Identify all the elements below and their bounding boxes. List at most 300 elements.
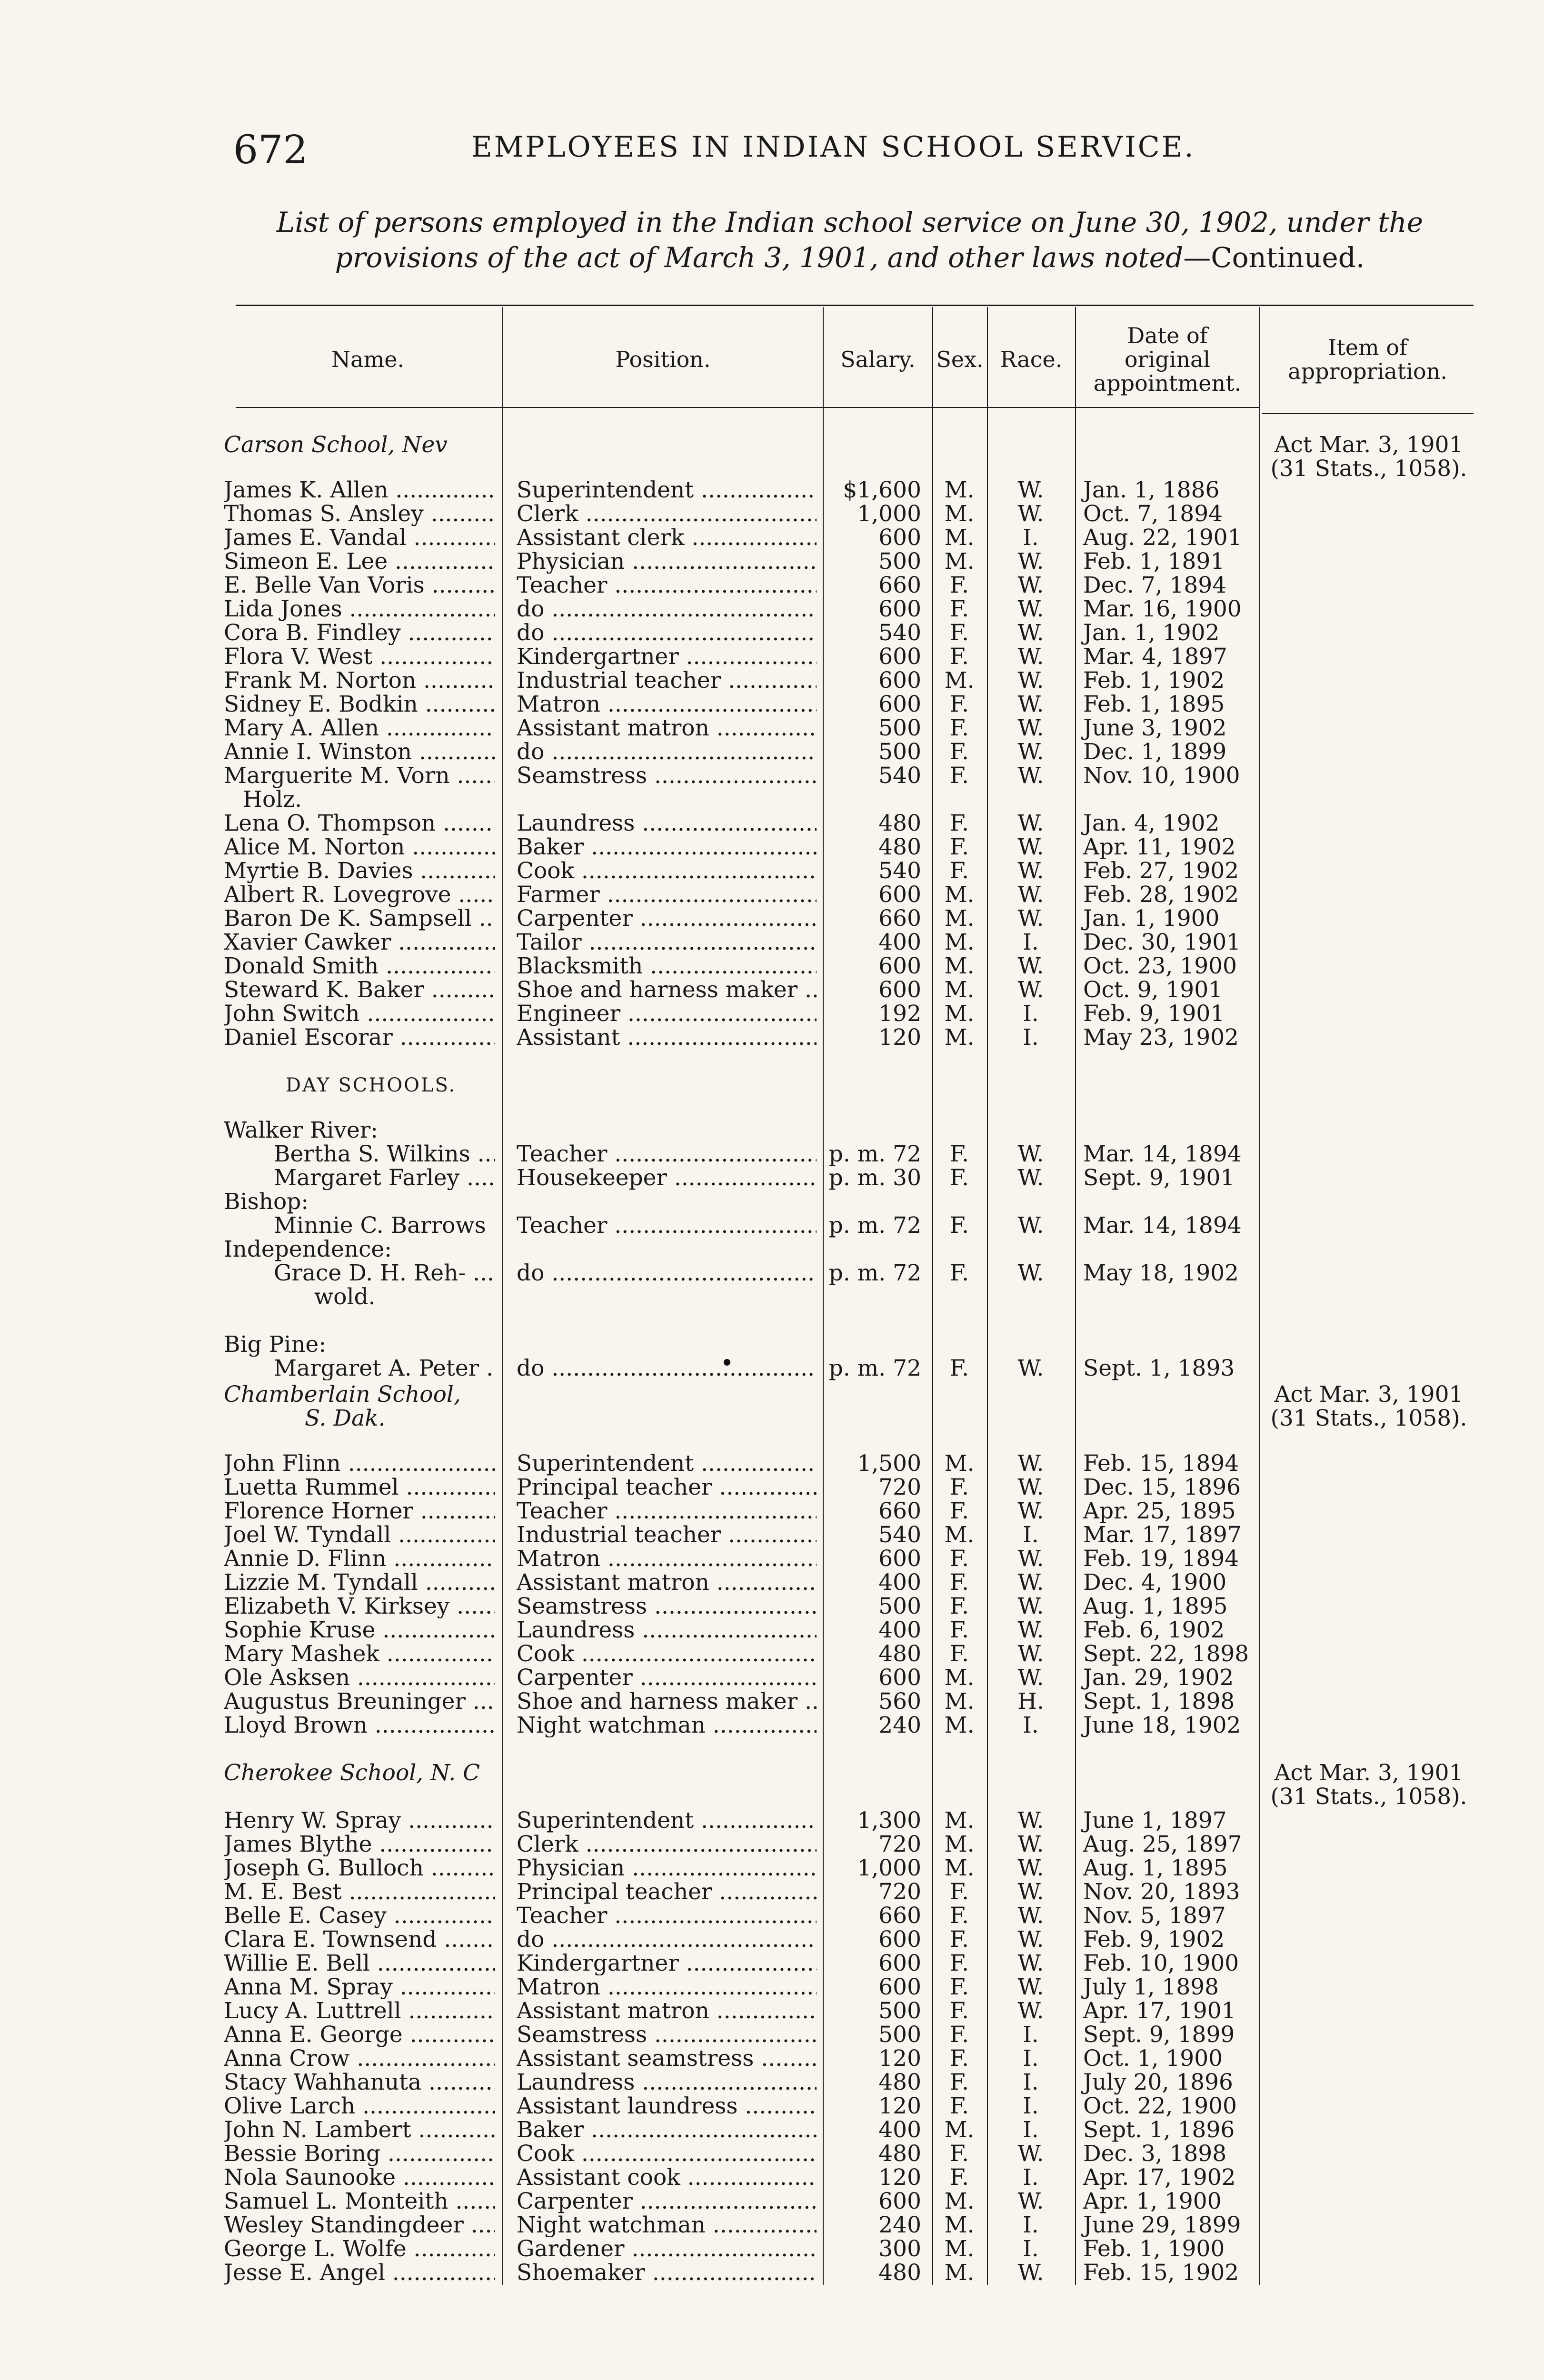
- employee-sex: F.: [949, 1141, 969, 1167]
- employee-salary: 1,500: [857, 1450, 921, 1477]
- employee-salary: 600: [878, 977, 921, 1003]
- col-header-name: Name.: [331, 347, 405, 372]
- employee-sex: M.: [944, 905, 975, 932]
- employee-position: Shoe and harness maker .....: [517, 1690, 817, 1714]
- table-row: [0, 2237, 1544, 2261]
- appointment-date: Feb. 1, 1891: [1083, 548, 1225, 575]
- employee-name: Ole Asksen .....: [224, 1666, 495, 1690]
- employee-sex: F.: [949, 1617, 969, 1643]
- appointment-date: Apr. 17, 1902: [1083, 2164, 1236, 2191]
- table-row: [0, 1595, 1544, 1618]
- employee-race: W.: [1017, 501, 1044, 527]
- table-row: [0, 1928, 1544, 1952]
- employee-salary: 600: [878, 644, 921, 670]
- employee-race: W.: [1017, 1212, 1044, 1239]
- employee-name: Albert R. Lovegrove .....: [224, 883, 495, 907]
- col-header-sex: Sex.: [936, 347, 984, 372]
- employee-salary: 480: [878, 810, 921, 836]
- employee-sex: M.: [944, 882, 975, 908]
- employee-sex: F.: [949, 644, 969, 670]
- employee-salary: 600: [878, 1950, 921, 1976]
- employee-race: W.: [1017, 477, 1044, 503]
- col-header-position: Position.: [615, 347, 711, 372]
- employee-race: W.: [1017, 905, 1044, 932]
- table-row: [0, 1214, 1544, 1238]
- employee-name: George L. Wolfe .....: [224, 2237, 495, 2261]
- employee-sex: M.: [944, 1688, 975, 1715]
- employee-position: do .....: [517, 1357, 817, 1380]
- employee-salary: 600: [878, 691, 921, 717]
- appointment-date: Apr. 17, 1901: [1083, 1998, 1236, 2024]
- employee-sex: M.: [944, 953, 975, 979]
- appointment-date: June 29, 1899: [1083, 2212, 1241, 2238]
- employee-name: Lizzie M. Tyndall .....: [224, 1571, 495, 1595]
- appointment-date: Mar. 14, 1894: [1083, 1212, 1242, 1239]
- day-schools-heading: [0, 1073, 1544, 1097]
- appointment-date: Dec. 30, 1901: [1083, 929, 1241, 955]
- section-title: S. Dak.: [305, 1407, 386, 1430]
- employee-name: John N. Lambert .....: [224, 2118, 495, 2142]
- employee-name: Holz.: [243, 788, 302, 812]
- day-school-location: [0, 1190, 1544, 1214]
- employee-name: Marguerite M. Vorn .....: [224, 764, 495, 788]
- appointment-date: May 23, 1902: [1083, 1024, 1239, 1051]
- employee-name: Anna M. Spray .....: [224, 1975, 495, 1999]
- employee-race: W.: [1017, 1665, 1044, 1691]
- appointment-date: Oct. 22, 1900: [1083, 2093, 1237, 2119]
- employee-salary: 720: [878, 1879, 921, 1905]
- employee-race: H.: [1017, 1688, 1044, 1715]
- employee-race: I.: [1023, 2236, 1039, 2262]
- employee-salary: 240: [878, 1712, 921, 1738]
- table-row: [0, 1285, 1544, 1309]
- employee-position: Industrial teacher .....: [517, 669, 817, 693]
- employee-name: Belle E. Casey .....: [224, 1904, 495, 1928]
- employee-salary: 540: [878, 1522, 921, 1548]
- employee-name: Samuel L. Monteith .....: [224, 2190, 495, 2213]
- employee-race: I.: [1023, 2045, 1039, 2072]
- employee-race: W.: [1017, 1498, 1044, 1524]
- table-row: [0, 574, 1544, 597]
- employee-position: Baker .....: [517, 2118, 817, 2142]
- employee-position: Housekeeper .....: [517, 1166, 817, 1190]
- employee-position: Baker .....: [517, 835, 817, 859]
- employee-name: Margaret Farley .....: [274, 1166, 495, 1190]
- employee-race: W.: [1017, 1641, 1044, 1667]
- employee-position: Laundress .....: [517, 2071, 817, 2094]
- employee-salary: 600: [878, 667, 921, 694]
- employee-race: W.: [1017, 1593, 1044, 1619]
- employee-position: Kindergartner .....: [517, 645, 817, 669]
- employee-name: Anna Crow .....: [224, 2047, 495, 2071]
- appointment-date: Sept. 1, 1898: [1083, 1688, 1235, 1715]
- section-title: Carson School, Nev: [224, 433, 448, 457]
- employee-name: Simeon E. Lee .....: [224, 550, 495, 574]
- employee-salary: 540: [878, 620, 921, 646]
- day-school-location: [0, 1119, 1544, 1142]
- employee-salary: 480: [878, 2141, 921, 2167]
- employee-race: W.: [1017, 1165, 1044, 1191]
- employee-sex: M.: [944, 2236, 975, 2262]
- table-row: [0, 693, 1544, 716]
- employee-race: W.: [1017, 2260, 1044, 2286]
- employee-position: Matron .....: [517, 693, 817, 716]
- appointment-date: Feb. 19, 1894: [1083, 1546, 1239, 1572]
- appointment-date: Jan. 1, 1900: [1083, 905, 1220, 932]
- employee-name: Donald Smith .....: [224, 954, 495, 978]
- employee-name: Stacy Wahhanuta .....: [224, 2071, 495, 2094]
- table-row: [0, 954, 1544, 978]
- employee-name: Nola Saunooke .....: [224, 2166, 495, 2190]
- employee-name: Alice M. Norton .....: [224, 835, 495, 859]
- employee-position: Matron .....: [517, 1975, 817, 1999]
- employee-salary: 400: [878, 1617, 921, 1643]
- appropriation-line: Act Mar. 3, 1901: [1274, 1381, 1464, 1408]
- employee-race: W.: [1017, 1546, 1044, 1572]
- employee-position: Laundress .....: [517, 812, 817, 835]
- section-title: Cherokee School, N. C: [224, 1761, 480, 1785]
- employee-name: Bessie Boring .....: [224, 2142, 495, 2166]
- employee-name: Augustus Breuninger .....: [224, 1690, 495, 1714]
- employee-name: Lucy A. Luttrell .....: [224, 1999, 495, 2023]
- appointment-date: Jan. 1, 1902: [1083, 620, 1220, 646]
- section-header: [0, 433, 1544, 457]
- employee-race: W.: [1017, 1998, 1044, 2024]
- table-row: [0, 1952, 1544, 1975]
- location-label: Bishop:: [224, 1190, 309, 1214]
- employee-name: James E. Vandal .....: [224, 526, 495, 550]
- employee-sex: M.: [944, 2260, 975, 2286]
- employee-name: Luetta Rummel .....: [224, 1476, 495, 1499]
- employee-salary: 300: [878, 2236, 921, 2262]
- employee-sex: F.: [949, 1546, 969, 1572]
- employee-salary: 120: [878, 1024, 921, 1051]
- employee-position: Assistant clerk .....: [517, 526, 817, 550]
- employee-sex: M.: [944, 1665, 975, 1691]
- appointment-date: Feb. 10, 1900: [1083, 1950, 1239, 1976]
- employee-position: do .....: [517, 1261, 817, 1285]
- employee-sex: F.: [949, 596, 969, 622]
- employee-name: Florence Horner .....: [224, 1499, 495, 1523]
- appointment-date: Aug. 1, 1895: [1083, 1855, 1228, 1881]
- appointment-date: Oct. 23, 1900: [1083, 953, 1237, 979]
- table-row: [0, 1904, 1544, 1928]
- employee-sex: F.: [949, 1950, 969, 1976]
- appointment-date: Apr. 11, 1902: [1083, 834, 1236, 860]
- employee-race: I.: [1023, 2212, 1039, 2238]
- employee-salary: 400: [878, 2117, 921, 2143]
- employee-position: do .....: [517, 621, 817, 645]
- employee-race: W.: [1017, 1617, 1044, 1643]
- appointment-date: Aug. 25, 1897: [1083, 1831, 1242, 1857]
- table-row: [0, 2047, 1544, 2071]
- table-row: [0, 1690, 1544, 1714]
- appointment-date: Aug. 22, 1901: [1083, 525, 1242, 551]
- appointment-date: July 20, 1896: [1083, 2069, 1233, 2095]
- table-row: [0, 1261, 1544, 1285]
- appointment-date: Dec. 7, 1894: [1083, 572, 1227, 598]
- appointment-date: Sept. 9, 1899: [1083, 2022, 1235, 2048]
- employee-position: Tailor .....: [517, 931, 817, 954]
- employee-sex: F.: [949, 1926, 969, 1953]
- section-header: [0, 1383, 1544, 1407]
- employee-race: W.: [1017, 953, 1044, 979]
- table-row: [0, 1809, 1544, 1833]
- employee-race: I.: [1023, 525, 1039, 551]
- appointment-date: Feb. 1, 1900: [1083, 2236, 1225, 2262]
- employee-position: Cook .....: [517, 1642, 817, 1666]
- employee-position: do .....: [517, 740, 817, 764]
- table-row: [0, 764, 1544, 788]
- table-row: [0, 1452, 1544, 1476]
- employee-race: W.: [1017, 572, 1044, 598]
- employee-salary: 500: [878, 1998, 921, 2024]
- employee-salary: 560: [878, 1688, 921, 1715]
- table-top-rule: [236, 305, 1474, 306]
- employee-position: Teacher .....: [517, 1142, 817, 1166]
- appointment-date: Feb. 28, 1902: [1083, 882, 1239, 908]
- table-row: [0, 1975, 1544, 1999]
- employee-name: Steward K. Baker .....: [224, 978, 495, 1002]
- employee-position: Teacher .....: [517, 1904, 817, 1928]
- appointment-date: Feb. 15, 1894: [1083, 1450, 1239, 1477]
- location-label: Independence:: [224, 1238, 392, 1261]
- table-row: [0, 550, 1544, 574]
- table-row: [0, 1571, 1544, 1595]
- employee-name: Elizabeth V. Kirksey .....: [224, 1595, 495, 1618]
- employee-sex: F.: [949, 1165, 969, 1191]
- employee-sex: M.: [944, 548, 975, 575]
- appointment-date: Sept. 1, 1893: [1083, 1355, 1235, 1381]
- section-header-continued: [0, 1407, 1544, 1430]
- appointment-date: Apr. 1, 1900: [1083, 2188, 1222, 2214]
- employee-sex: F.: [949, 1474, 969, 1500]
- appointment-date: Sept. 22, 1898: [1083, 1641, 1249, 1667]
- appropriation-citation: (31 Stats., 1058).: [1270, 1784, 1467, 1810]
- employee-sex: M.: [944, 1450, 975, 1477]
- employee-salary: 120: [878, 2164, 921, 2191]
- appointment-date: Sept. 1, 1896: [1083, 2117, 1235, 2143]
- employee-position: Teacher .....: [517, 574, 817, 597]
- header-rule-approp: [1262, 413, 1474, 414]
- employee-position: Shoemaker .....: [517, 2261, 817, 2285]
- employee-name: wold.: [314, 1285, 376, 1309]
- employee-name: Grace D. H. Reh- .....: [274, 1261, 495, 1285]
- table-row: [0, 883, 1544, 907]
- employee-name: Clara E. Townsend .....: [224, 1928, 495, 1952]
- employee-salary: 400: [878, 1569, 921, 1596]
- employee-race: I.: [1023, 2117, 1039, 2143]
- col-header-race: Race.: [1000, 347, 1063, 372]
- appointment-date: Feb. 9, 1901: [1083, 1001, 1225, 1027]
- employee-name: Myrtie B. Davies .....: [224, 859, 495, 883]
- employee-salary: 500: [878, 548, 921, 575]
- employee-position: Superintendent .....: [517, 478, 817, 502]
- table-row: [0, 2261, 1544, 2285]
- employee-race: W.: [1017, 810, 1044, 836]
- employee-race: W.: [1017, 596, 1044, 622]
- employee-name: Mary A. Allen .....: [224, 716, 495, 740]
- employee-name: Thomas S. Ansley .....: [224, 502, 495, 526]
- employee-race: W.: [1017, 1807, 1044, 1834]
- employee-sex: F.: [949, 2045, 969, 2072]
- employee-salary: 600: [878, 1926, 921, 1953]
- employee-salary: 540: [878, 858, 921, 884]
- employee-name: Joel W. Tyndall .....: [224, 1523, 495, 1547]
- employee-position: Carpenter .....: [517, 907, 817, 931]
- appointment-date: Dec. 4, 1900: [1083, 1569, 1227, 1596]
- table-row: [0, 1714, 1544, 1737]
- subheading: DAY SCHOOLS.: [286, 1074, 457, 1096]
- employee-race: W.: [1017, 1450, 1044, 1477]
- employee-salary: 600: [878, 2188, 921, 2214]
- employee-name: Willie E. Bell .....: [224, 1952, 495, 1975]
- employee-position: Assistant matron .....: [517, 1999, 817, 2023]
- employee-position: Carpenter .....: [517, 1666, 817, 1690]
- day-school-location: [0, 1333, 1544, 1357]
- table-row: [0, 2094, 1544, 2118]
- employee-sex: F.: [949, 1879, 969, 1905]
- appointment-date: Dec. 3, 1898: [1083, 2141, 1227, 2167]
- appointment-date: July 1, 1898: [1083, 1974, 1219, 2000]
- table-row: [0, 1476, 1544, 1499]
- employee-salary: 720: [878, 1831, 921, 1857]
- employee-position: Assistant .....: [517, 1026, 817, 1050]
- employee-sex: M.: [944, 1001, 975, 1027]
- employee-sex: F.: [949, 1974, 969, 2000]
- employee-race: I.: [1023, 2022, 1039, 2048]
- table-caption: [224, 205, 1476, 275]
- appointment-date: Feb. 1, 1895: [1083, 691, 1225, 717]
- table-row: [0, 1856, 1544, 1880]
- appointment-date: Aug. 1, 1895: [1083, 1593, 1228, 1619]
- table-row: [0, 1547, 1544, 1571]
- table-row: [0, 1999, 1544, 2023]
- table-row: [0, 2071, 1544, 2094]
- employee-sex: F.: [949, 620, 969, 646]
- employee-name: Joseph G. Bulloch .....: [224, 1856, 495, 1880]
- table-row: [0, 835, 1544, 859]
- employee-position: Seamstress .....: [517, 2023, 817, 2047]
- employee-race: W.: [1017, 1974, 1044, 2000]
- employee-name: Margaret A. Peter .....: [274, 1357, 495, 1380]
- employee-salary: p. m. 30: [828, 1165, 921, 1191]
- employee-name: John Flinn .....: [224, 1452, 495, 1476]
- employee-position: Superintendent .....: [517, 1809, 817, 1833]
- employee-sex: F.: [949, 1641, 969, 1667]
- employee-race: I.: [1023, 1001, 1039, 1027]
- table-row: [0, 716, 1544, 740]
- employee-salary: 600: [878, 596, 921, 622]
- employee-sex: M.: [944, 2212, 975, 2238]
- employee-race: W.: [1017, 1926, 1044, 1953]
- table-row: [0, 1002, 1544, 1026]
- employee-sex: F.: [949, 2141, 969, 2167]
- employee-position: Engineer .....: [517, 1002, 817, 1026]
- appropriation-citation: (31 Stats., 1058).: [1270, 456, 1467, 482]
- table-row: [0, 740, 1544, 764]
- page-number: 672: [233, 128, 308, 173]
- employee-sex: F.: [949, 739, 969, 765]
- employee-sex: F.: [949, 1998, 969, 2024]
- employee-salary: 480: [878, 1641, 921, 1667]
- employee-salary: p. m. 72: [828, 1260, 921, 1286]
- employee-race: W.: [1017, 1855, 1044, 1881]
- appointment-date: Feb. 6, 1902: [1083, 1617, 1225, 1643]
- location-label: Walker River:: [224, 1119, 379, 1142]
- employee-salary: 600: [878, 882, 921, 908]
- employee-sex: F.: [949, 2093, 969, 2119]
- table-row: [0, 1642, 1544, 1666]
- employee-sex: M.: [944, 929, 975, 955]
- employee-salary: $1,600: [843, 477, 921, 503]
- caption-continued: —Continued.: [1183, 241, 1365, 274]
- employee-name: James K. Allen .....: [224, 478, 495, 502]
- employee-salary: 1,300: [857, 1807, 921, 1834]
- employee-salary: 660: [878, 1903, 921, 1929]
- employee-race: W.: [1017, 882, 1044, 908]
- employee-race: I.: [1023, 929, 1039, 955]
- employee-name: Mary Mashek .....: [224, 1642, 495, 1666]
- table-row: [0, 2023, 1544, 2047]
- employee-sex: F.: [949, 715, 969, 741]
- employee-name: Olive Larch .....: [224, 2094, 495, 2118]
- section-header-continued: [0, 1785, 1544, 1809]
- employee-sex: F.: [949, 691, 969, 717]
- employee-race: W.: [1017, 1831, 1044, 1857]
- employee-race: W.: [1017, 1950, 1044, 1976]
- employee-salary: 600: [878, 953, 921, 979]
- employee-salary: 400: [878, 929, 921, 955]
- employee-position: Seamstress .....: [517, 764, 817, 788]
- employee-name: Xavier Cawker .....: [224, 931, 495, 954]
- header-rule: [236, 407, 1259, 408]
- col-header-date: Date of original appointment.: [1093, 323, 1242, 396]
- employee-race: W.: [1017, 620, 1044, 646]
- employee-sex: F.: [949, 858, 969, 884]
- employee-sex: M.: [944, 1712, 975, 1738]
- employee-race: W.: [1017, 1474, 1044, 1500]
- employee-name: Lloyd Brown .....: [224, 1714, 495, 1737]
- employee-salary: 1,000: [857, 501, 921, 527]
- table-row: [0, 502, 1544, 526]
- employee-position: Clerk .....: [517, 502, 817, 526]
- employee-name: E. Belle Van Voris .....: [224, 574, 495, 597]
- employee-sex: F.: [949, 1212, 969, 1239]
- appointment-date: Jan. 1, 1886: [1083, 477, 1220, 503]
- appointment-date: Oct. 7, 1894: [1083, 501, 1223, 527]
- employee-sex: F.: [949, 1903, 969, 1929]
- employee-position: Superintendent .....: [517, 1452, 817, 1476]
- page-header: [233, 128, 1471, 180]
- employee-sex: M.: [944, 977, 975, 1003]
- employee-position: Carpenter .....: [517, 2190, 817, 2213]
- employee-name: Sidney E. Bodkin .....: [224, 693, 495, 716]
- employee-race: W.: [1017, 739, 1044, 765]
- table-row: [0, 1618, 1544, 1642]
- appointment-date: Jan. 4, 1902: [1083, 810, 1220, 836]
- employee-sex: M.: [944, 501, 975, 527]
- employee-sex: F.: [949, 834, 969, 860]
- employee-race: I.: [1023, 1024, 1039, 1051]
- employee-position: Farmer .....: [517, 883, 817, 907]
- employee-name: Lida Jones .....: [224, 597, 495, 621]
- employee-salary: 120: [878, 2045, 921, 2072]
- employee-race: W.: [1017, 1569, 1044, 1596]
- employee-sex: M.: [944, 1855, 975, 1881]
- col-header-salary: Salary.: [840, 347, 916, 372]
- appointment-date: Mar. 17, 1897: [1083, 1522, 1242, 1548]
